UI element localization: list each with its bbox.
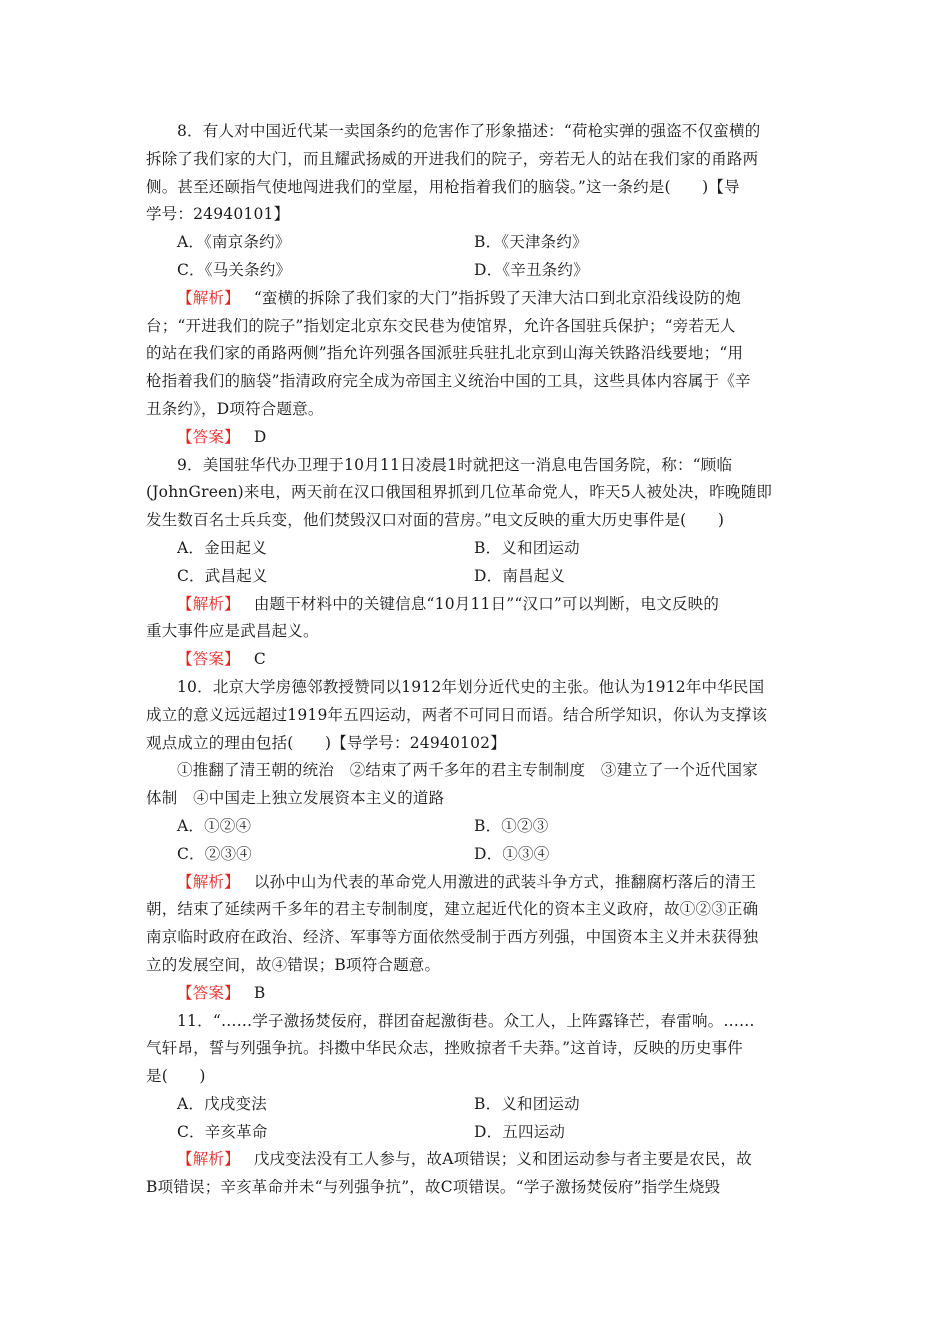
q9-stem-line: 9．美国驻华代办卫理于10月11日凌晨1时就把这一消息电告国务院，称：“顾临: [177, 455, 733, 474]
q10-items-line: 体制 ④中国走上独立发展资本主义的道路: [146, 789, 445, 808]
q10-stem-line: 10．北京大学房德邻教授赞同以1912年划分近代史的主张。他认为1912年中华民国: [177, 677, 765, 696]
q8-stem-line: 拆除了我们家的大门，而且耀武扬威的开进我们的院子，旁若无人的站在我们家的甬路两: [146, 149, 759, 168]
q8-option-c: C．《马关条约》: [177, 260, 292, 279]
q10-options-row: [146, 813, 806, 841]
q9-stem-line: 发生数百名士兵兵变，他们焚毁汉口对面的营房。”电文反映的重大历史事件是( ): [146, 511, 725, 530]
answer-tag: 【答案】: [177, 650, 240, 669]
q10-option-c: C．②③④: [177, 844, 252, 863]
q8-stem-line: 8．有人对中国近代某一卖国条约的危害作了形象描述：“荷枪实弹的强盗不仅蛮横的: [177, 122, 761, 140]
q11-option-a: A．戊戌变法: [177, 1094, 267, 1113]
q8-option-a: A．《南京条约》: [177, 233, 291, 252]
q11-stem-line: 11．“……学子激扬焚佞府，群团奋起激街巷。众工人，上阵露锋芒，春雷响。……: [177, 1011, 755, 1030]
q9-option-a: A．金田起义: [177, 538, 267, 557]
q11-option-d: D．五四运动: [474, 1122, 566, 1141]
q8-stem-line: 侧。甚至还颐指气使地闯进我们的堂屋，用枪指着我们的脑袋。”这一条约是( )【导: [146, 177, 740, 196]
q9-options-row: [146, 535, 806, 563]
q10-option-a: A．①②④: [177, 816, 252, 835]
question-8: [146, 118, 806, 452]
q11-stem-line: 是( ): [146, 1067, 206, 1086]
q8-analysis-line: 枪指着我们的脑袋”指清政府完全成为帝国主义统治中国的工具，这些具体内容属于《辛: [146, 372, 751, 391]
analysis-tag: 【解析】: [177, 872, 240, 891]
q10-stem-line: 成立的意义远远超过1919年五四运动，两者不可同日而语。结合所学知识，你认为支撑该: [146, 705, 768, 724]
question-9: [146, 452, 806, 674]
question-11: [146, 1008, 806, 1203]
q9-option-d: D．南昌起义: [474, 566, 566, 585]
q9-analysis: [146, 591, 806, 619]
q8-analysis-line: 台；“开进我们的院子”指划定北京东交民巷为使馆界，允许各国驻兵保护；“旁若无人: [146, 316, 736, 335]
q9-stem-line: (JohnGreen)来电，两天前在汉口俄国租界抓到几位革命党人，昨天5人被处决，昨晚随即: [146, 483, 773, 502]
q8-answer: [146, 424, 806, 452]
q8-analysis-line: 丑条约》，D项符合题意。: [146, 399, 324, 418]
q10-analysis: [146, 869, 806, 897]
q9-analysis-line: 重大事件应是武昌起义。: [146, 622, 319, 641]
q11-options-row: [146, 1091, 806, 1119]
q8-options-row: [146, 229, 806, 257]
q9-option-b: B．义和团运动: [474, 538, 580, 557]
analysis-tag: 【解析】: [177, 1150, 240, 1169]
q10-stem-line: 观点成立的理由包括( )【导学号：24940102】: [146, 733, 506, 752]
q11-stem-line: 气轩昂，誓与列强争抗。抖擞中华民众志，挫败掠者千夫莽。”这首诗，反映的历史事件: [146, 1039, 743, 1058]
q8-option-b: B．《天津条约》: [474, 233, 588, 252]
q10-option-d: D．①③④: [474, 844, 550, 863]
q8-analysis-line: 的站在我们家的甬路两侧”指允许列强各国派驻兵驻扎北京到山海关铁路沿线要地；“用: [146, 344, 744, 363]
analysis-tag: 【解析】: [177, 288, 240, 307]
q8-option-d: D．《辛丑条约》: [474, 260, 589, 279]
q10-analysis-line: 南京临时政府在政治、经济、军事等方面依然受制于西方列强，中国资本主义并未获得独: [146, 928, 759, 947]
answer-tag: 【答案】: [177, 427, 240, 446]
q9-answer: [146, 646, 806, 674]
q10-option-b: B．①②③: [474, 816, 549, 835]
q9-options-row: [146, 563, 806, 591]
q11-analysis-text: 戊戌变法没有工人参与，故A项错误；义和团运动参与者主要是农民，故: [253, 1150, 752, 1169]
q10-options-row: [146, 841, 806, 869]
q9-option-c: C．武昌起义: [177, 566, 268, 585]
analysis-tag: 【解析】: [177, 594, 240, 613]
q8-stem-line: 学号：24940101】: [146, 205, 290, 224]
q8-options-row: [146, 257, 806, 285]
q9-analysis-text: 由题干材料中的关键信息“10月11日”“汉口”可以判断，电文反映的: [253, 594, 720, 613]
q11-options-row: [146, 1119, 806, 1147]
question-10: [146, 674, 806, 1008]
q11-analysis-line: B项错误；辛亥革命并未“与列强争抗”，故C项错误。“学子激扬焚佞府”指学生烧毁: [146, 1178, 721, 1197]
q10-analysis-text: 以孙中山为代表的革命党人用激进的武装斗争方式，推翻腐朽落后的清王: [253, 872, 757, 891]
q11-option-b: B．义和团运动: [474, 1094, 580, 1113]
document-page: [146, 118, 806, 1202]
q8-analysis: [146, 285, 806, 313]
q9-answer-value: C: [253, 650, 266, 669]
q10-answer: [146, 980, 806, 1008]
q11-analysis: [146, 1146, 806, 1174]
q10-analysis-line: 朝，结束了延续两千多年的君主专制制度，建立起近代化的资本主义政府，故①②③正确: [146, 900, 759, 919]
q8-answer-value: D: [253, 427, 267, 446]
q8-analysis-text: “蛮横的拆除了我们家的大门”指拆毁了天津大沽口到北京沿线设防的炮: [253, 288, 742, 307]
q10-analysis-line: 立的发展空间，故④错误；B项符合题意。: [146, 955, 441, 974]
q10-items-line: ①推翻了清王朝的统治 ②结束了两千多年的君主专制制度 ③建立了一个近代国家: [177, 761, 758, 780]
q10-answer-value: B: [253, 983, 266, 1002]
answer-tag: 【答案】: [177, 983, 240, 1002]
q11-option-c: C．辛亥革命: [177, 1122, 268, 1141]
